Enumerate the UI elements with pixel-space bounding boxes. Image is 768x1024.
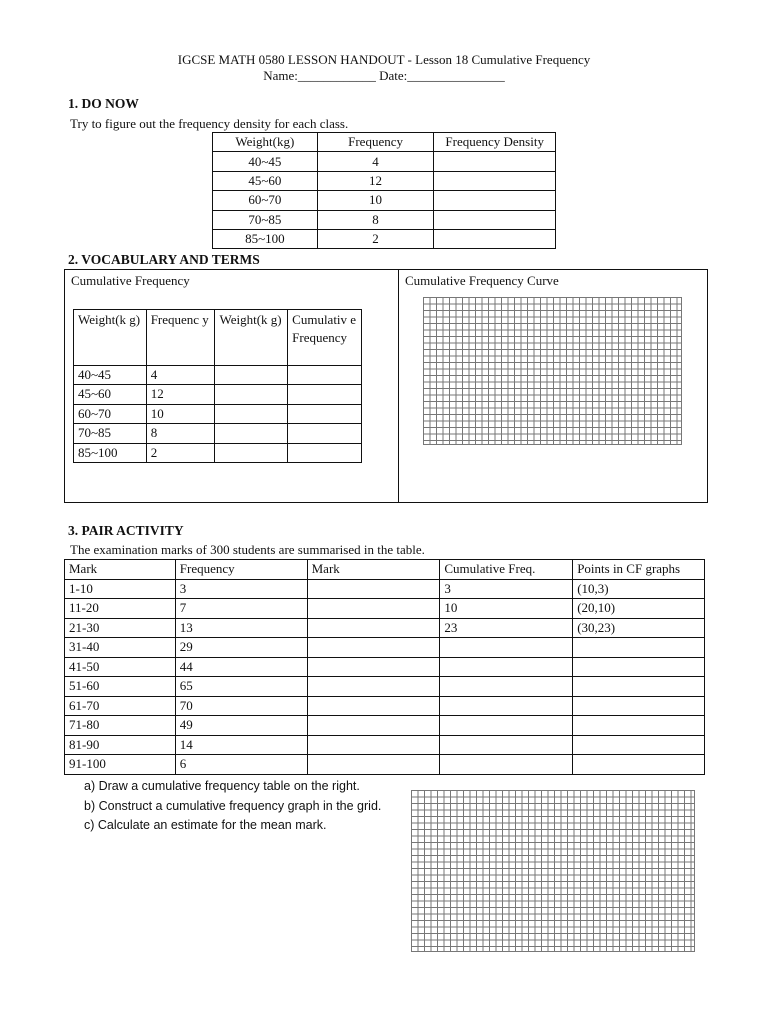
col-frequency: Frequency [317,133,434,152]
table-row [213,152,556,171]
cell: 60~70 [74,404,147,423]
col-cumulative-freq: Cumulative Freq. [440,560,573,580]
answer-cell[interactable] [215,443,288,462]
answer-cell[interactable] [434,191,556,210]
cell: 8 [146,424,215,443]
answer-cell[interactable] [288,404,362,423]
cell[interactable]: 23 [440,618,573,638]
cell: 71-80 [65,716,176,736]
cell: 31-40 [65,638,176,658]
table-row [65,716,705,736]
cell: 1-10 [65,579,176,599]
table-row [65,618,705,638]
cell: 81-90 [65,735,176,755]
section3-heading: 3. PAIR ACTIVITY [68,523,184,538]
table-row [74,366,362,385]
table-row [74,443,362,462]
cell: 44 [175,657,307,677]
answer-cell[interactable] [215,385,288,404]
cell: 11-20 [65,599,176,619]
task-a: a) Draw a cumulative frequency table on the right. [84,779,360,793]
table-header-row [213,133,556,152]
cell: 3 [175,579,307,599]
table-row [65,599,705,619]
cell: 61-70 [65,696,176,716]
cell: 65 [175,677,307,697]
cell: 2 [317,229,434,248]
answer-cell[interactable] [215,424,288,443]
answer-cell[interactable] [307,716,440,736]
answer-cell[interactable] [440,696,573,716]
cell[interactable]: (30,23) [573,618,705,638]
table-row [65,755,705,775]
graph-paper-grid-large[interactable] [411,790,695,952]
cell: 2 [146,443,215,462]
answer-cell[interactable] [215,404,288,423]
table-header-row [74,310,362,366]
answer-cell[interactable] [440,657,573,677]
col-weight: Weight(k g) [74,310,147,366]
answer-cell[interactable] [440,677,573,697]
table-row [65,579,705,599]
task-c: c) Calculate an estimate for the mean mark. [84,818,327,832]
answer-cell[interactable] [573,735,705,755]
cell: 4 [146,366,215,385]
col-frequency: Frequenc y [146,310,215,366]
cell: 7 [175,599,307,619]
cell: 14 [175,735,307,755]
section1-instruction: Try to figure out the frequency density for each class. [70,116,349,131]
answer-cell[interactable] [434,152,556,171]
cell: 70~85 [213,210,318,229]
cell: 10 [146,404,215,423]
exam-marks-table [64,559,705,775]
cell: 8 [317,210,434,229]
table-row [213,210,556,229]
cumulative-frequency-title: Cumulative Frequency [71,273,190,288]
task-b: b) Construct a cumulative frequency graph in the grid. [84,798,382,813]
answer-cell[interactable] [573,677,705,697]
col-cumulative-frequency: Cumulativ e Frequency [288,310,362,366]
col-mark-2: Mark [307,560,440,580]
table-row [65,677,705,697]
col-frequency-density: Frequency Density [434,133,556,152]
col-weight-2: Weight(k g) [215,310,288,366]
cell: 45~60 [74,385,147,404]
answer-cell[interactable] [440,638,573,658]
vocabulary-box [64,269,708,503]
cell: 13 [175,618,307,638]
answer-cell[interactable] [288,424,362,443]
cumulative-frequency-table [73,309,362,463]
answer-cell[interactable] [307,755,440,775]
answer-cell[interactable] [307,657,440,677]
table-row [213,171,556,190]
cell: 6 [175,755,307,775]
answer-cell[interactable] [307,677,440,697]
answer-cell[interactable] [288,366,362,385]
cell[interactable]: 10 [440,599,573,619]
section2-heading: 2. VOCABULARY AND TERMS [68,252,260,267]
answer-cell[interactable] [573,716,705,736]
cell: 70 [175,696,307,716]
table-row [65,735,705,755]
table-row [65,638,705,658]
answer-cell[interactable] [573,638,705,658]
table-header-row [65,560,705,580]
cell: 85~100 [74,443,147,462]
answer-cell[interactable] [307,599,440,619]
frequency-density-table [212,132,556,249]
col-frequency: Frequency [175,560,307,580]
answer-cell[interactable] [440,755,573,775]
table-row [65,696,705,716]
cumulative-frequency-curve-title: Cumulative Frequency Curve [405,273,559,288]
answer-cell[interactable] [573,755,705,775]
cell: 91-100 [65,755,176,775]
cell: 45~60 [213,171,318,190]
answer-cell[interactable] [307,696,440,716]
cell: 60~70 [213,191,318,210]
box-divider [398,270,399,502]
answer-cell[interactable] [288,385,362,404]
table-row [74,385,362,404]
cell: 40~45 [213,152,318,171]
answer-cell[interactable] [307,735,440,755]
answer-cell[interactable] [307,579,440,599]
cell: 4 [317,152,434,171]
cell: 49 [175,716,307,736]
table-row [213,191,556,210]
answer-cell[interactable] [573,657,705,677]
cell[interactable]: (10,3) [573,579,705,599]
cell: 29 [175,638,307,658]
cell: 10 [317,191,434,210]
col-mark: Mark [65,560,176,580]
cell: 21-30 [65,618,176,638]
col-points: Points in CF graphs [573,560,705,580]
answer-cell[interactable] [307,618,440,638]
answer-cell[interactable] [434,210,556,229]
answer-cell[interactable] [434,171,556,190]
col-weight: Weight(kg) [213,133,318,152]
cell: 12 [146,385,215,404]
cell: 41-50 [65,657,176,677]
answer-cell[interactable] [573,696,705,716]
name-date-line: Name:____________ Date:_______________ [263,68,505,83]
cell: 12 [317,171,434,190]
cell[interactable]: 3 [440,579,573,599]
cell[interactable]: (20,10) [573,599,705,619]
answer-cell[interactable] [307,638,440,658]
cell: 85~100 [213,229,318,248]
task-list [84,777,381,836]
table-row [74,424,362,443]
cell: 51-60 [65,677,176,697]
table-row [74,404,362,423]
answer-cell[interactable] [440,716,573,736]
table-row [65,657,705,677]
cell: 40~45 [74,366,147,385]
table-row [213,229,556,248]
graph-paper-grid-small[interactable] [423,297,682,445]
cell: 70~85 [74,424,147,443]
section3-instruction: The examination marks of 300 students are summarised in the table. [70,542,425,557]
answer-cell[interactable] [288,443,362,462]
answer-cell[interactable] [215,366,288,385]
page-title: IGCSE MATH 0580 LESSON HANDOUT - Lesson 18 Cumulative Frequency [177,52,591,67]
answer-cell[interactable] [434,229,556,248]
answer-cell[interactable] [440,735,573,755]
section1-heading: 1. DO NOW [68,96,139,111]
